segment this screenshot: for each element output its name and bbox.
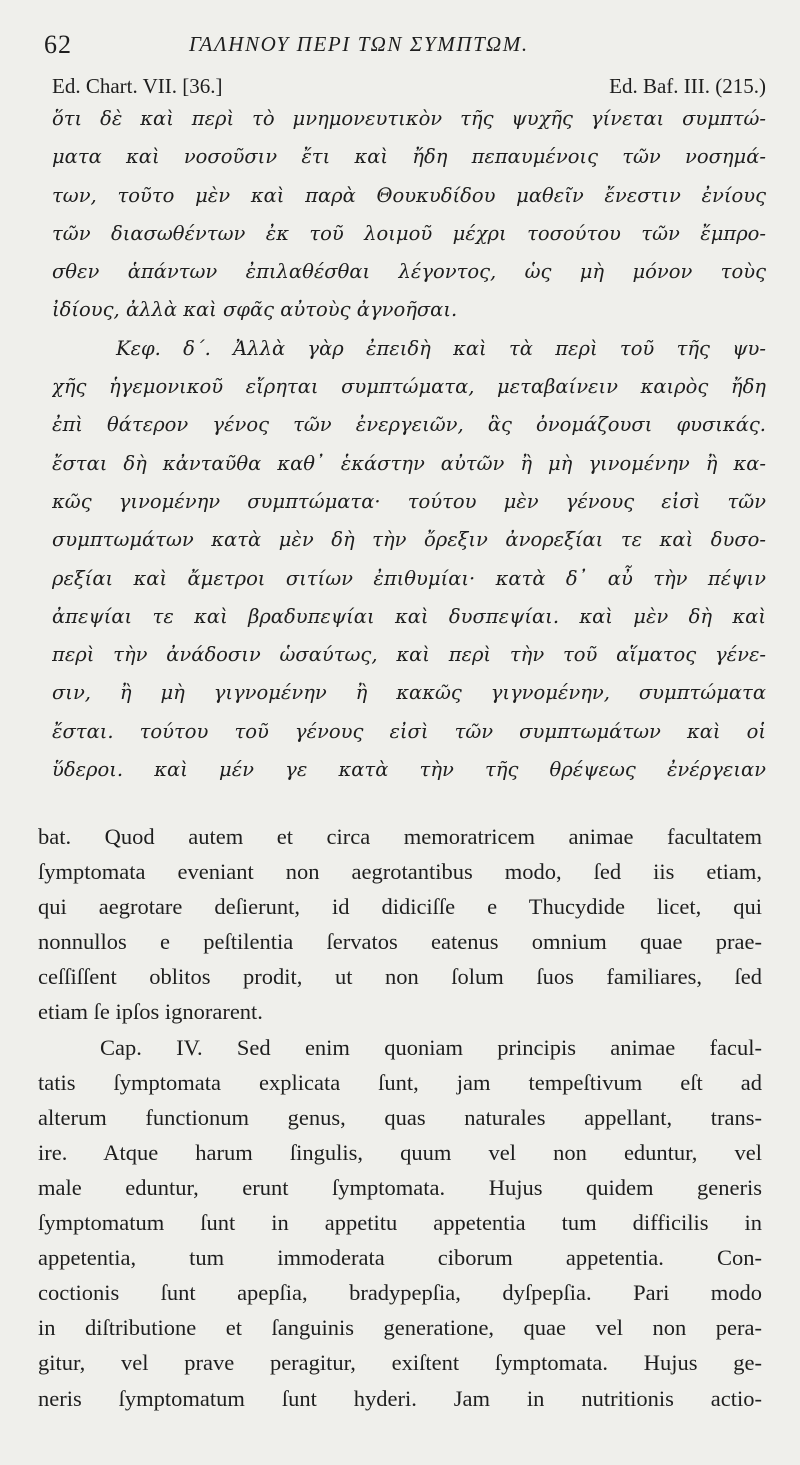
chartier-edition-ref: Ed. Chart. VII. [36.] xyxy=(52,74,223,98)
latin-line: neris ſymptomatum ſunt hyderi. Jam in nutritionis actio- xyxy=(38,1385,762,1411)
greek-line: ματα καὶ νοσοῦσιν ἔτι καὶ ἤδη πεπαυμένοις τῶν νοσημά- xyxy=(52,145,766,169)
page-header xyxy=(44,30,760,64)
latin-line: ceſſiſſent oblitos prodit, ut non ſolum ſuos familiares, ſed xyxy=(38,964,762,990)
latin-text xyxy=(38,819,762,1416)
greek-line: χῆς ἡγεμονικοῦ εἴρηται συμπτώματα, μεταβαίνειν καιρὸς ἤδη xyxy=(52,375,766,399)
latin-line: ſymptomatum ſunt in appetitu appetentia tum difficilis in xyxy=(38,1210,762,1236)
latin-line: ſymptomata eveniant non aegrotantibus modo, ſed iis etiam, xyxy=(38,859,762,885)
latin-line: etiam ſe ipſos ignorarent. xyxy=(38,999,263,1025)
greek-line: κῶς γινομένην συμπτώματα· τούτου μὲν γένους εἰσὶ τῶν xyxy=(52,489,766,513)
latin-line: qui aegrotare deſierunt, id didiciſſe e Thucydide licet, qui xyxy=(38,894,762,920)
greek-line: των, τοῦτο μὲν καὶ παρὰ Θουκυδίδου μαθεῖν ἔνεστιν ἐνίους xyxy=(52,183,766,207)
greek-line: ἐπὶ θάτερον γένος τῶν ἐνεργειῶν, ἃς ὀνομάζουσι φυσικάς. xyxy=(52,413,766,437)
latin-line: in diſtributione et ſanguinis generatione, quae vel non pera- xyxy=(38,1315,762,1341)
greek-line: σιν, ἢ μὴ γιγνομένην ἢ κακῶς γιγνομένην, συμπτώματα xyxy=(52,681,766,705)
greek-line: ρεξίαι καὶ ἄμετροι σιτίων ἐπιθυμίαι· κατὰ δ᾿ αὖ τὴν πέψιν xyxy=(52,566,766,590)
greek-line: ἀπεψίαι τε καὶ βραδυπεψίαι καὶ δυσπεψίαι. καὶ μὲν δὴ καὶ xyxy=(52,604,766,628)
greek-line: ἔσται δὴ κἀνταῦθα καθ᾿ ἑκάστην αὐτῶν ἢ μὴ γινομένην ἢ κα- xyxy=(52,451,766,475)
latin-line: bat. Quod autem et circa memoratricem animae facultatem xyxy=(38,824,762,849)
greek-line: τῶν διασωθέντων ἐκ τοῦ λοιμοῦ μέχρι τοσούτου τῶν ἔμπρο- xyxy=(52,221,766,245)
greek-line: περὶ τὴν ἀνάδοσιν ὡσαύτως, καὶ περὶ τὴν τοῦ αἵματος γένε- xyxy=(52,643,766,667)
greek-line: ἔσται. τούτου τοῦ γένους εἰσὶ τῶν συμπτωμάτων καὶ οἱ xyxy=(52,719,766,743)
running-head: ΓΑΛΗΝΟΥ ΠΕΡΙ ΤΩΝ ΣΥΜΠΤΩΜ. xyxy=(189,32,529,56)
latin-line: alterum functionum genus, quas naturales appellant, trans- xyxy=(38,1104,762,1130)
latin-line: tatis ſymptomata explicata ſunt, jam tempeſtivum eſt ad xyxy=(38,1069,762,1095)
greek-line: σθεν ἁπάντων ἐπιλαθέσθαι λέγοντος, ὡς μὴ μόνον τοὺς xyxy=(52,260,766,284)
latin-line: coctionis ſunt apepſia, bradypepſia, dyſpepſia. Pari modo xyxy=(38,1280,762,1306)
latin-chapter-start: Cap. IV. Sed enim quoniam principis animae facul- xyxy=(100,1034,762,1060)
greek-text xyxy=(52,100,766,789)
greek-line: ὕδεροι. καὶ μέν γε κατὰ τὴν τῆς θρέψεως ἐνέργειαν xyxy=(52,758,766,782)
latin-line: gitur, vel prave peragitur, exiſtent ſymptomata. Hujus ge- xyxy=(38,1350,762,1376)
greek-line: ἰδίους, ἀλλὰ καὶ σφᾶς αὐτοὺς ἀγνοῆσαι. xyxy=(52,298,458,322)
greek-line: ὅτι δὲ καὶ περὶ τὸ μνημονευτικὸν τῆς ψυχῆς γίνεται συμπτώ- xyxy=(52,107,766,130)
page-number: 62 xyxy=(44,30,72,59)
basel-edition-ref: Ed. Baf. III. (215.) xyxy=(609,74,766,98)
latin-line: male eduntur, erunt ſymptomata. Hujus quidem generis xyxy=(38,1174,762,1200)
greek-chapter-start: Κεφ. δ΄. Ἀλλὰ γὰρ ἐπειδὴ καὶ τὰ περὶ τοῦ τῆς ψυ- xyxy=(116,336,766,360)
latin-line: appetentia, tum immoderata ciborum appetentia. Con- xyxy=(38,1245,762,1271)
latin-line: ire. Atque harum ſingulis, quum vel non eduntur, vel xyxy=(38,1139,762,1165)
latin-line: nonnullos e peſtilentia ſervatos eatenus omnium quae prae- xyxy=(38,929,762,955)
greek-line: συμπτωμάτων κατὰ μὲν δὴ τὴν ὄρεξιν ἀνορεξίαι τε καὶ δυσο- xyxy=(52,528,766,552)
